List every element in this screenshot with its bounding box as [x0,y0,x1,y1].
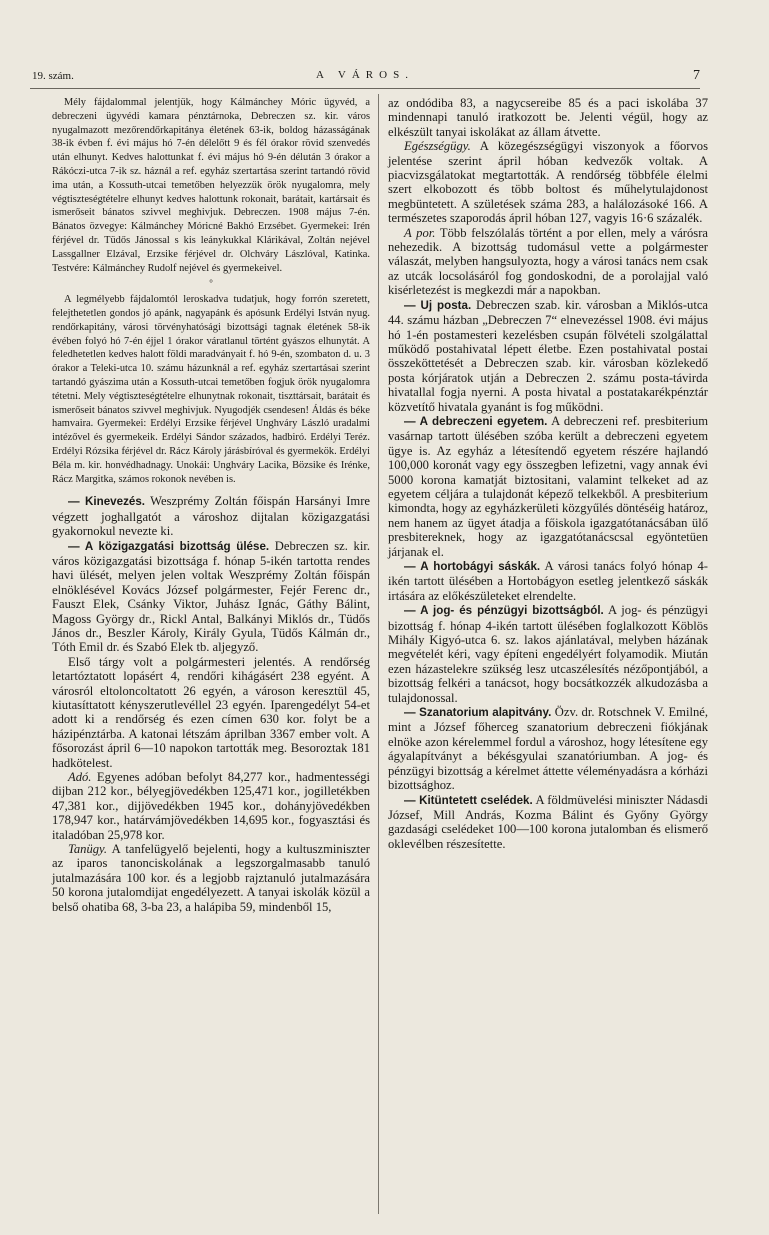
article-uj-posta: — Uj posta. Debreczen szab. kir. városban a Miklós-utca 44. számu házban „Debreczen 7“ elnevezéssel 1908. évi május hó 1-én postamesteri kezelésben csupán fölvételi szolgálattal működő postahivatal lépett életbe. Ezen postahivatal postai összeköttetését a Debreczen szab. kir. városban közlekedő posta kórjáratok utján a Debreczen 2. számu posta-távirda hivatallal fogja nyerni. A posta hivatal a postatakarékpénztár közvetítő hivatala gyanánt is fog működni. [388,297,709,414]
paragraph-egeszsegugy: Egészségügy. A közegészségügyi viszonyok a főorvos jelentése szerint ápril hóban kedvezők voltak. A piacvizsgálatokat megtartották. A rendőrség többféle élelmi szert elkobozott és több boltost és műhelytulajdonost megbüntetett. A születések száma 283, a halálozásoké 166. A természetes szaporodás ápril hóban 127, vagyis 16·6 százalék. [388,139,708,226]
headline-egyetem: — A debreczeni egyetem. [404,414,548,428]
paragraph-continued: az ondódiba 83, a nagycsereibe 85 és a paci iskolába 37 mindennapi tanuló iratkozott be. Jelenti végül, hogy az elkészült tanyai iskolákat az állam átvette. [388,96,708,139]
section-divider: ° [209,278,213,289]
headline-szanatorium: — Szanatorium alapitvány. [404,706,552,720]
headline-kituntetett: — Kitüntetett cselédek. [404,793,533,807]
page-header [30,66,700,89]
headline-kozigazgatasi: — A közigazgatási bizottság ülése. [68,539,270,553]
article-kinevezes: — Kinevezés. Weszprémy Zoltán főispán Harsányi Imre végzett joghallgatót a városhoz dijtalan közigazgatási gyakornokul nevezte ki. [52,494,370,539]
subhead-ado: Adó. [68,770,92,785]
subhead-tanugy: Tanügy. [68,842,108,857]
article-jog-penzugy: — A jog- és pénzügyi bizottságból. A jog- és pénzügyi bizottság f. hónap 4-ikén tartott ülésében foglalkozott Köblös Mihály Kigyó-utca 6. sz. lakos ajánlatával, melyben házának megvételét kéri, vagy építeni engedélyért folyamodik. Miután ezen házastelekre szükség lesz utcaszélesítés nézőpontjából, a bizottság felkéri a tanácsot, hogy bocsátkozzék alkudozásba a tulajdonossal. [388,603,708,705]
article-sasks: — A hortobágyi sáskák. A városi tanács folyó hónap 4-ikén tartott ülésében a Hortobágyon esetleg jelentkező sáskák irtására az előkészületeket elrendelte. [388,559,708,603]
paragraph-elso-targy: Első tárgy volt a polgármesteri jelentés. A rendőrség letartóztatott lopásért 4, rendőri kihágásért 238 egyént. A városról eltoloncoltatott 26 egyén, a városon keresztül 45, kiutasíttatott kényszerutlevéllel 23 egyén. Iparengedélyt 54-et adott ki a rendőrség és ezen címen 630 kor. folyt be a házipénztárba. A katonai létszám áprilban 3367 ember volt. A fősorozást ápril 6—10 napokon tartották meg. Besoroztak 181 hadkötelest. [52,654,370,770]
masthead-title: A VÁROS. [316,69,414,81]
headline-jog-penzugy: — A jog- és pénzügyi bizottságból. [404,604,604,618]
article-kozigazgatasi: — A közigazgatási bizottság ülése. Debreczen sz. kir. város közigazgatási bizottsága f. hónap 5-ikén tartotta rendes havi ülését, melyen jelen voltak Weszprémy Zoltán főispán elnöklésével Kovács József polgármester, Fejér Ferenc dr., Fauszt Elek, Csánky Viktor, Juhász Ignác, Gáthy Bálint, Magoss György dr., Rickl Antal, Balkányi Miklós dr., Tüdős János dr., Beszler Károly, Király Gyula, Tüdős Kálmán dr., Tóth Emil dr. és Szabó Elek tb. aljegyző. [52,538,370,655]
subhead-egeszsegugy: Egészségügy. [404,139,471,154]
paragraph-tanugy: Tanügy. A tanfelügyelő bejelenti, hogy a kultuszminiszter az iparos tanonciskolának a legszorgalmasabb tanuló jutalmazására 100 kor. és a legjobb rajztanuló jutalmazására 50 korona jutalomdijat engedélyezett. A tanyai iskolák közül a belső ohatiba 68, 3-ba 23, a halápiba 59, mindenből 15, [52,842,370,914]
issue-number: 19. szám. [32,70,74,82]
article-kituntetett: — Kitüntetett cselédek. A földmüvelési miniszter Nádasdi József, Mill András, Kozma Bálint és Győny György gazdasági cselédeket 100—100 korona jutalomban és elismerő oklevélben részesítette. [388,792,708,851]
obituary-erdelyi: A legmélyebb fájdalomtól leroskadva tudatjuk, hogy forrón szeretett, felejthetetlen gondos jó apánk, nagyapánk és apósunk Erdélyi István nyug. rendőrkapitány, városi törvényhatósági bizottsági tagnak életének 58-ik évében folyó hó 7-én éjjel 1 órakor váratlanul történt gyászos elhunytát. A feledhetetlen kedves halott földi maradványait f. hó 9-én, szombaton d. u. 3 órakor a Teleki-utca 10. számu házunknál a ref. egyház szertartásai szerint tartandó gyászima után a Kossuth-utcai temetőben fogjuk örök nyugalomra tétetni. Mely végtiszteségtételre elhunytnak rokonait, tiszttársait, barátait és ismerőseit bánatos szivvel meghivjuk. Nyugodjék csendesen! Áldás és béke hamvaira. Gyermekei: Erdélyi Erzsike férjével Unghváry László uradalmi intézővel és gyermekeik. Erdélyi Sándor százados, hadbiró. Erdélyi Teréz. Erdélyi Rózsika férjével dr. Rácz Károly járásbíróval és gyermekök. Erdélyi Béla m. kir. honvédhadnagy. Unokái: Unghváry Lacika, Bözsike és Irénke, Rácz Margitka, számos rokonok nevében is. [52,294,370,485]
left-column [52,96,370,914]
headline-saskak: — A hortobágyi sáskák. [404,560,541,573]
column-divider [378,94,379,1214]
headline-kinevezes: — Kinevezés. [68,495,145,509]
subhead-por: A por. [404,225,436,240]
obituaries [52,96,370,486]
obituary-kalmanchey: Mély fájdalommal jelentjük, hogy Kálmánchey Móric ügyvéd, a debreczeni ügyvédi kamara pénztárnoka, Debreczen sz. kir. város nyugalmazott mezőrendőrkapitánya életének 63-ik, boldog házasságának 38-ik évben f. évi május hó 7-én délelőtt 9 és fél órakor rövid szenvedés után elhunyt. Kedves halottunkat f. évi május hó 9-én délután 3 órakor a Rákóczi-utca 7-ik sz. háznál a ref. egyház szertartása szerint tartandó rövid ima után, a Kossuth-utcai temetőben helyezzük örök nyugalomra, mely végtiszteségtételre elhunyt kedves halottunk rokonait, barátait, kartársait és ismerőseit bánatos szivvel meghivjuk. Debreczen. 1908 május 7-én. Bánatos özvegye: Kálmánchey Móricné Bakhó Erzsébet. Gyermekei: Irén férjével dr. Tüdős Jánossal s kis leánykukkal Klárikával, Zoltán nejével Lassgallner Elzával, Erzsike férjével dr. Olchváry Lászlóval, Katinka. Testvére: Kálmánchey Rudolf nejével és gyermekeivel. [52,97,370,274]
right-column [388,96,708,851]
article-szanatorium: — Szanatorium alapitvány. Özv. dr. Rotschnek V. Emilné, mint a József főherceg szanatorium debreczeni fiókjának elnöke azon kérelemmel fordul a városhoz, hogy létesítene egy ágyalapítványt a békésgyulai szanatóriumban. A jog- és pénzügyi bizottság a kérelmet áttette véleményadásra a kórházi bizottsághoz. [388,705,708,793]
news-articles-left [52,494,370,914]
article-egyetem: — A debreczeni egyetem. A debreczeni ref. presbiterium vasárnap tartott ülésében szóba került a debreczeni egyetem ügye is. Az egyház a létesítendő egyetem részére hajlandó 100,000 koronát vagy egy összegben lefizetni, vagy annak évi 5000 korona kamatját biztositani, valamint telkeket ad az egyetem céljára a tulajdonát képező telkekből. A presbiterium kimondta, hogy az egyházkerületi közgyűlés döntéséig határoz, nem hanem az ügyet átadja a főiskola igazgatótanácsában ülő presbitereknek, hogy az igazgatótanácscsal egyöntetüen járjanak el. [388,413,708,559]
headline-uj-posta: — Uj posta. [404,298,472,312]
paragraph-ado: Adó. Egyenes adóban befolyt 84,277 kor., hadmentességi dijban 212 kor., bélyegjövedékben 125,471 kor., jogilletékben 47,381 kor., dijjövedékben 1945 kor., dohányjövedékben 178,947 kor., határvámjövedékben 14,695 kor., fogyasztási és italadóban 25,978 kor. [52,770,370,842]
page-number: 7 [693,68,700,83]
paragraph-por: A por. Több felszólalás történt a por ellen, mely a várósra nehezedik. A bizottság tudomásul vette a polgármester válaszát, melyben hangsulyozta, hogy a városi tanács nem csak az utcák locsolásáról fog gondoskodni, de a porolajjal való kisérletezést is megkezdi már a napokban. [388,225,708,298]
